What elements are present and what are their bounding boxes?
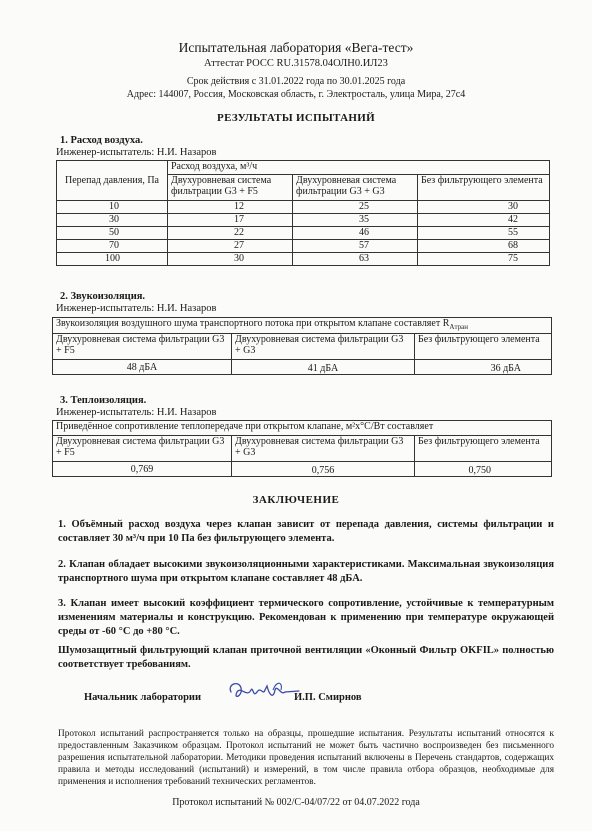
sound-caption: Звукоизоляция воздушного шума транспортного потока при открытом клапане составляет $R_{Aтран}$ [53,318,552,334]
section2-title: 2. Звукоизоляция. [60,291,146,302]
flow-header: Расход воздуха, м³/ч [168,161,550,175]
sound-col-nofilter: Без фильтрующего элемента [415,334,552,360]
section3-engineer: Инженер-испытатель: Н.И. Назаров [56,407,217,418]
footer-note: Протокол испытаний распространяется только на образцы, прошедшие испытания. Результаты испытаний относятся к предоставленным Заказчиком образцам. Протокол испытаний не может быть частично воспроизведен без письменного разрешения испытательной лаборатории. Методики проведения испытаний включены в Перечень стандартов, содержащих правила и методы исследований (испытаний) и измерений, в том числе правила отбора образцов, необходимые для применения и исполнения требований технических регламентов. [58,729,554,787]
thermal-value-nofilter: 0,750 [415,462,552,477]
table-row: 70 27 57 68 [57,240,550,253]
section2-engineer: Инженер-испытатель: Н.И. Назаров [56,303,217,314]
thermal-caption: Приведённое сопротивление теплопередаче при открытом клапане, м²х°С/Вт составляет [53,421,552,436]
flow-col-nofilter: Без фильтрующего элемента [418,175,550,201]
conclusion-item-1: 1. Объёмный расход воздуха через клапан зависит от перепада давления, системы фильтрации и составляет 30 м³/ч при 10 Па без фильтрующего элемента. [58,519,554,544]
certificate-line: Аттестат РОСС RU.31578.04ОЛН0.ИЛ23 [204,58,388,69]
flow-col-g3g3: Двухуровневая система фильтрации G3 + G3 [293,175,418,201]
signer-role: Начальник лаборатории [84,692,202,703]
table-row: 50 22 46 55 [57,227,550,240]
table-row: 10 12 25 30 [57,201,550,214]
thermal-col-g3f5: Двухуровневая система фильтрации G3 + F5 [53,436,232,462]
sound-col-g3f5: Двухуровневая система фильтрации G3 + F5 [53,334,232,360]
thermal-col-g3g3: Двухуровневая система фильтрации G3 + G3 [232,436,415,462]
thermal-value-g3g3: 0,756 [232,462,415,477]
table-row: 30 17 35 42 [57,214,550,227]
thermal-col-nofilter: Без фильтрующего элемента [415,436,552,462]
section3-title: 3. Теплоизоляция. [60,395,147,406]
section1-engineer: Инженер-испытатель: Н.И. Назаров [56,147,217,158]
signer-name: И.П. Смирнов [294,692,362,703]
table-row: 100 30 63 75 [57,253,550,266]
sound-col-g3g3: Двухуровневая система фильтрации G3 + G3 [232,334,415,360]
airflow-table [56,160,550,266]
conclusion-summary: Шумозащитный фильтрующий клапан приточной вентиляции «Оконный Фильтр OKFIL» полностью соответствует требованиям. [58,645,554,670]
pressure-header: Перепад давления, Па [57,161,168,201]
conclusion-title: ЗАКЛЮЧЕНИЕ [252,494,340,506]
conclusion-item-3: 3. Клапан имеет высокий коэффициент термического сопротивление, устойчивые к температурным изменениям материалы и конструкцию. Рекомендован к применению при температуре окружающей среды от -60 °С до +80 °С. [58,598,554,637]
address-line: Адрес: 144007, Россия, Московская область, г. Электросталь, улица Мира, 27с4 [126,89,466,100]
sound-table [52,317,552,375]
sound-value-nofilter: 36 дБА [415,360,552,375]
sound-value-g3g3: 41 дБА [232,360,415,375]
sound-value-g3f5: 48 дБА [53,360,232,375]
results-title: РЕЗУЛЬТАТЫ ИСПЫТАНИЙ [217,112,375,124]
protocol-number: Протокол испытаний № 002/С-04/07/22 от 04.07.2022 года [172,797,420,808]
lab-name: Испытательная лаборатория «Вега-тест» [178,40,414,55]
section1-title: 1. Расход воздуха. [60,135,143,146]
conclusion-item-2: 2. Клапан обладает высокими звукоизоляционными характеристиками. Максимальная звукоизоляция транспортного шума при открытом клапане составляет 48 дБА. [58,559,554,584]
thermal-value-g3f5: 0,769 [53,462,232,477]
handwritten-signature [223,676,303,708]
validity-line: Срок действия с 31.01.2022 года по 30.01.2025 года [186,76,406,87]
thermal-table [52,420,552,477]
flow-col-g3f5: Двухуровневая система фильтрации G3 + F5 [168,175,293,201]
